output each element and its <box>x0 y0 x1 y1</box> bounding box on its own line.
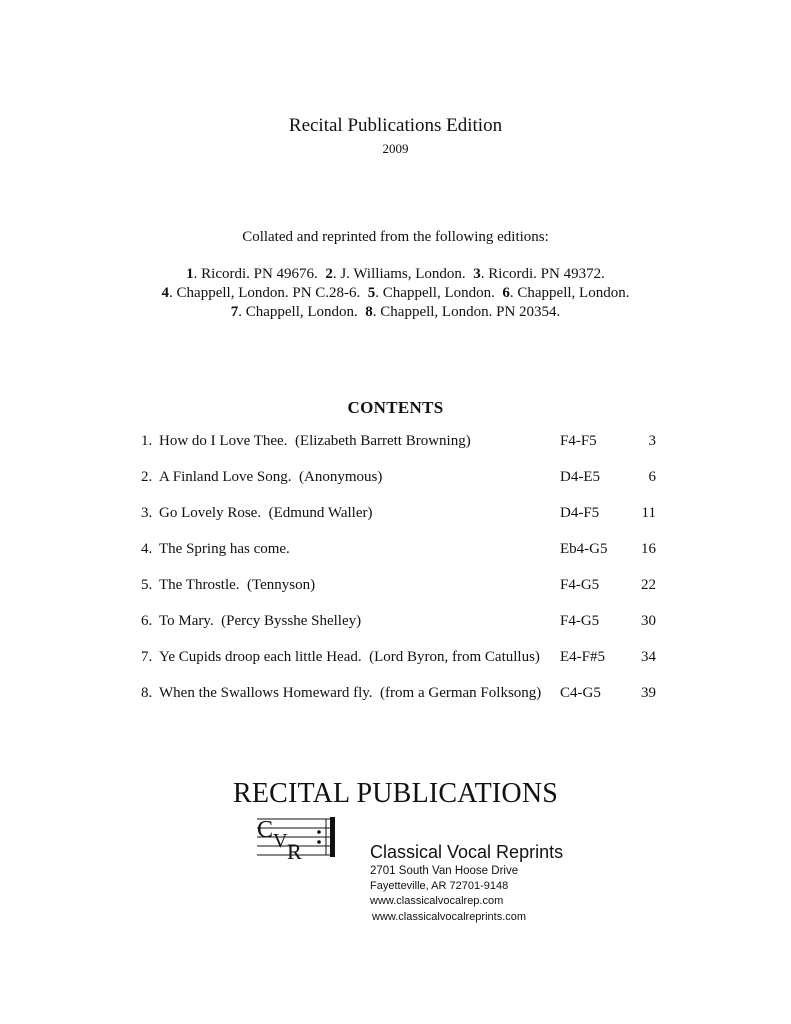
item-page: 6 <box>648 469 656 485</box>
item-title: The Spring has come. <box>159 541 290 557</box>
source-text: . Chappell, London. <box>238 304 366 320</box>
item-title: When the Swallows Homeward fly. (from a German Folksong) <box>159 685 542 701</box>
item-number: 5. <box>141 577 153 593</box>
item-title: The Throstle. (Tennyson) <box>159 577 316 593</box>
item-number: 4. <box>141 541 153 557</box>
source-number: 5 <box>367 285 376 301</box>
svg-text:C: C <box>257 817 274 843</box>
svg-text:R: R <box>287 839 302 859</box>
item-page: 39 <box>641 685 656 701</box>
item-vocal-range: C4-G5 <box>560 685 601 701</box>
item-number: 1. <box>141 433 153 449</box>
item-page: 16 <box>641 541 656 557</box>
contents-heading: CONTENTS <box>347 398 444 417</box>
source-number: 2 <box>325 266 333 282</box>
item-title: Go Lovely Rose. (Edmund Waller) <box>159 505 373 521</box>
contents-row <box>141 577 656 597</box>
source-number: 6 <box>502 285 510 301</box>
item-title: How do I Love Thee. (Elizabeth Barrett Browning) <box>159 433 471 449</box>
item-number: 7. <box>141 649 153 665</box>
source-text: . Chappell, London. <box>509 285 630 301</box>
source-text: . Ricordi. PN 49676. <box>193 266 326 282</box>
edition-title: Recital Publications Edition <box>288 115 503 136</box>
item-vocal-range: D4-E5 <box>560 469 600 485</box>
publisher-address-street: 2701 South Van Hoose Drive <box>370 865 519 877</box>
item-vocal-range: F4-G5 <box>560 577 600 593</box>
item-title: Ye Cupids droop each little Head. (Lord Byron, from Catullus) <box>159 649 540 665</box>
contents-row <box>141 469 656 489</box>
source-number: 7 <box>230 304 239 320</box>
item-page: 22 <box>641 577 656 593</box>
item-vocal-range: E4-F#5 <box>560 649 605 665</box>
item-page: 30 <box>641 613 656 629</box>
publisher-name: Classical Vocal Reprints <box>370 842 564 862</box>
brand-title: RECITAL PUBLICATIONS <box>232 778 559 809</box>
item-number: 8. <box>141 685 153 701</box>
cvr-staff-logo-icon <box>257 815 339 859</box>
item-vocal-range: F4-G5 <box>560 613 600 629</box>
sources-line-1 <box>0 265 791 284</box>
item-vocal-range: Eb4-G5 <box>560 541 608 557</box>
edition-year: 2009 <box>382 141 409 156</box>
source-text: . J. Williams, London. <box>332 266 474 282</box>
item-number: 3. <box>141 505 153 521</box>
sources-line-3 <box>0 303 791 322</box>
publisher-address-city: Fayetteville, AR 72701-9148 <box>370 880 509 892</box>
item-title: To Mary. (Percy Bysshe Shelley) <box>159 613 362 629</box>
item-number: 2. <box>141 469 153 485</box>
contents-row <box>141 649 656 669</box>
source-number: 8 <box>365 304 373 320</box>
item-page: 34 <box>641 649 656 665</box>
source-text: . Chappell, London. <box>375 285 503 301</box>
contents-row <box>141 613 656 633</box>
contents-row <box>141 685 656 705</box>
contents-row <box>141 505 656 525</box>
item-page: 11 <box>641 505 656 521</box>
item-vocal-range: D4-F5 <box>560 505 600 521</box>
item-number: 6. <box>141 613 153 629</box>
sources-line-2 <box>0 284 791 303</box>
source-text: . Chappell, London. PN C.28-6. <box>169 285 368 301</box>
source-number: 1 <box>186 266 194 282</box>
publisher-website-2[interactable]: www.classicalvocalreprints.com <box>372 911 527 923</box>
svg-text:V: V <box>273 830 288 852</box>
contents-row <box>141 541 656 561</box>
item-title: A Finland Love Song. (Anonymous) <box>159 469 383 485</box>
source-text: . Ricordi. PN 49372. <box>480 266 605 282</box>
item-vocal-range: F4-F5 <box>560 433 597 449</box>
sources-intro: Collated and reprinted from the following editions: <box>242 229 549 245</box>
source-text: . Chappell, London. PN 20354. <box>372 304 561 320</box>
source-number: 3 <box>473 266 481 282</box>
source-number: 4 <box>161 285 170 301</box>
item-page: 3 <box>648 433 656 449</box>
publisher-website-1[interactable]: www.classicalvocalrep.com <box>370 895 504 907</box>
contents-row <box>141 433 656 453</box>
